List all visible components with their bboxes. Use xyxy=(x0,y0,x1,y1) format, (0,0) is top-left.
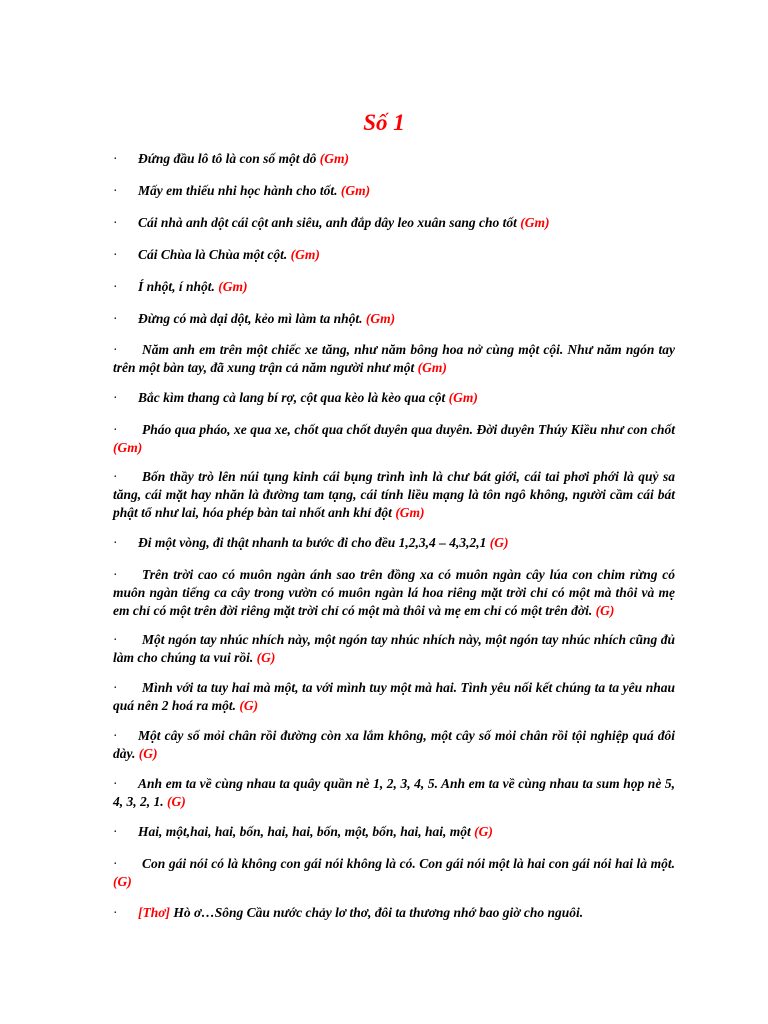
item-tag: (G) xyxy=(489,535,509,550)
item-tag: (G) xyxy=(595,603,615,618)
list-item xyxy=(113,150,675,168)
item-tag: (Gm) xyxy=(340,183,371,198)
bullet: · xyxy=(113,342,118,357)
item-tag: (Gm) xyxy=(448,390,478,405)
list-item xyxy=(113,310,675,328)
bullet: · xyxy=(113,247,118,262)
list-item xyxy=(113,421,675,457)
item-text: Đừng có mà dại dột, kẻo mì làm ta nhột. xyxy=(138,311,366,326)
item-text: Con gái nói có là không con gái nói không là có. Con gái nói một là hai con gái nói hai là một. xyxy=(142,856,675,871)
item-tag: (Gm) xyxy=(218,279,248,294)
list-item xyxy=(113,182,675,200)
list-item xyxy=(113,278,675,296)
bullet: · xyxy=(113,632,118,647)
bullet: · xyxy=(113,311,118,326)
bullet: · xyxy=(113,728,118,743)
bullet: · xyxy=(113,422,118,437)
item-text: Í nhột, í nhột. xyxy=(138,279,219,294)
item-text: Mấy em thiếu nhi học hành cho tốt. xyxy=(138,183,341,198)
list-item xyxy=(113,904,675,922)
bullet: · xyxy=(113,567,118,582)
list-item xyxy=(113,566,675,620)
item-text: Bốn thầy trò lên núi tụng kinh cái bụng trình ình là chư bát giới, cái tai phơi phới là quỷ sa tăng, cái mặt hay nhăn là đường tam tạng, cái tính liều mạng là tôn ngô không, người cầm cái bát phật tổ như lai, hóa phép bàn tai nhốt anh khỉ đột xyxy=(113,469,675,520)
page-title: Số 1 xyxy=(363,110,405,135)
bullet: · xyxy=(113,905,118,920)
item-text: Năm anh em trên một chiếc xe tăng, như năm bông hoa nở cùng một cội. Như năm ngón tay trên một bàn tay, đã xung trận cả năm người như một xyxy=(113,342,675,375)
item-tag: (Gm) xyxy=(395,505,425,520)
list-item xyxy=(113,631,675,667)
list-item xyxy=(113,534,675,552)
bullet: · xyxy=(113,279,118,294)
list-item xyxy=(113,823,675,841)
bullet: · xyxy=(113,776,118,791)
item-text: Bắc kìm thang cà lang bí rợ, cột qua kèo là kèo qua cột xyxy=(138,390,449,405)
bullet: · xyxy=(113,215,118,230)
list-item xyxy=(113,855,675,891)
item-tag: (Gm) xyxy=(319,151,349,166)
item-text: Một ngón tay nhúc nhích này, một ngón tay nhúc nhích này, một ngón tay nhúc nhích cũng đủ làm cho chúng ta vui rồi. xyxy=(113,632,675,665)
item-text: Pháo qua pháo, xe qua xe, chốt qua chốt duyên qua duyên. Đời duyên Thúy Kiều như con chốt xyxy=(142,422,675,437)
item-text: Đi một vòng, đi thật nhanh ta bước đi cho đều 1,2,3,4 – 4,3,2,1 xyxy=(138,535,490,550)
item-tag: (G) xyxy=(138,746,158,761)
item-text: Cái Chùa là Chùa một cột. xyxy=(138,247,291,262)
list-item xyxy=(113,246,675,264)
item-tag: (Gm) xyxy=(290,247,320,262)
item-text: Hò ơ…Sông Cầu nước chảy lơ thơ, đôi ta thương nhớ bao giờ cho nguôi. xyxy=(170,905,584,920)
item-tag: (G) xyxy=(113,874,132,889)
list-item xyxy=(113,679,675,715)
bullet: · xyxy=(113,680,118,695)
item-text: Mình với ta tuy hai mà một, ta với mình tuy một mà hai. Tình yêu nối kết chúng ta ta yêu nhau quá nên 2 hoá ra một. xyxy=(113,680,675,713)
bullet: · xyxy=(113,856,118,871)
item-tag: (G) xyxy=(474,824,493,839)
bullet: · xyxy=(113,183,118,198)
item-tag: (G) xyxy=(256,650,276,665)
item-tag: (Gm) xyxy=(417,360,447,375)
bullet: · xyxy=(113,535,118,550)
item-tag: (G) xyxy=(239,698,259,713)
item-text: Trên trời cao có muôn ngàn ánh sao trên đồng xa có muôn ngàn cây lúa con chim rừng có muôn ngàn tiếng ca cây trong vườn có muôn ngàn lá hoa riêng mặt trời chỉ có một mà thôi và mẹ em chỉ có một trên đời riêng mặt trời chỉ có một mà thôi và mẹ em chỉ có một trên đời. xyxy=(113,567,675,618)
list-item xyxy=(113,214,675,232)
list-item xyxy=(113,775,675,811)
bullet: · xyxy=(113,824,118,839)
item-tag: (Gm) xyxy=(113,440,143,455)
list-item xyxy=(113,341,675,377)
list-item xyxy=(113,389,675,407)
bullet: · xyxy=(113,469,118,484)
list-item xyxy=(113,727,675,763)
bullet: · xyxy=(113,151,118,166)
item-text: Anh em ta về cùng nhau ta quây quần nè 1, 2, 3, 4, 5. Anh em ta về cùng nhau ta sum họp nè 5, 4, 3, 2, 1. xyxy=(113,776,675,809)
item-text: Cái nhà anh dột cái cột anh siêu, anh đắp dây leo xuân sang cho tốt xyxy=(138,215,521,230)
list-item xyxy=(113,468,675,522)
item-text: Đứng đầu lô tô là con số một dô xyxy=(138,151,320,166)
item-prefix: [Thơ] xyxy=(138,905,170,920)
item-tag: (Gm) xyxy=(520,215,550,230)
item-tag: (G) xyxy=(167,794,186,809)
item-text: Một cây số mỏi chân rồi đường còn xa lắm không, một cây số mỏi chân rồi tội nghiệp quá đôi dày. xyxy=(113,728,675,761)
item-tag: (Gm) xyxy=(365,311,396,326)
bullet: · xyxy=(113,390,118,405)
item-text: Hai, một,hai, hai, bốn, hai, hai, bốn, một, bốn, hai, hai, một xyxy=(138,824,475,839)
